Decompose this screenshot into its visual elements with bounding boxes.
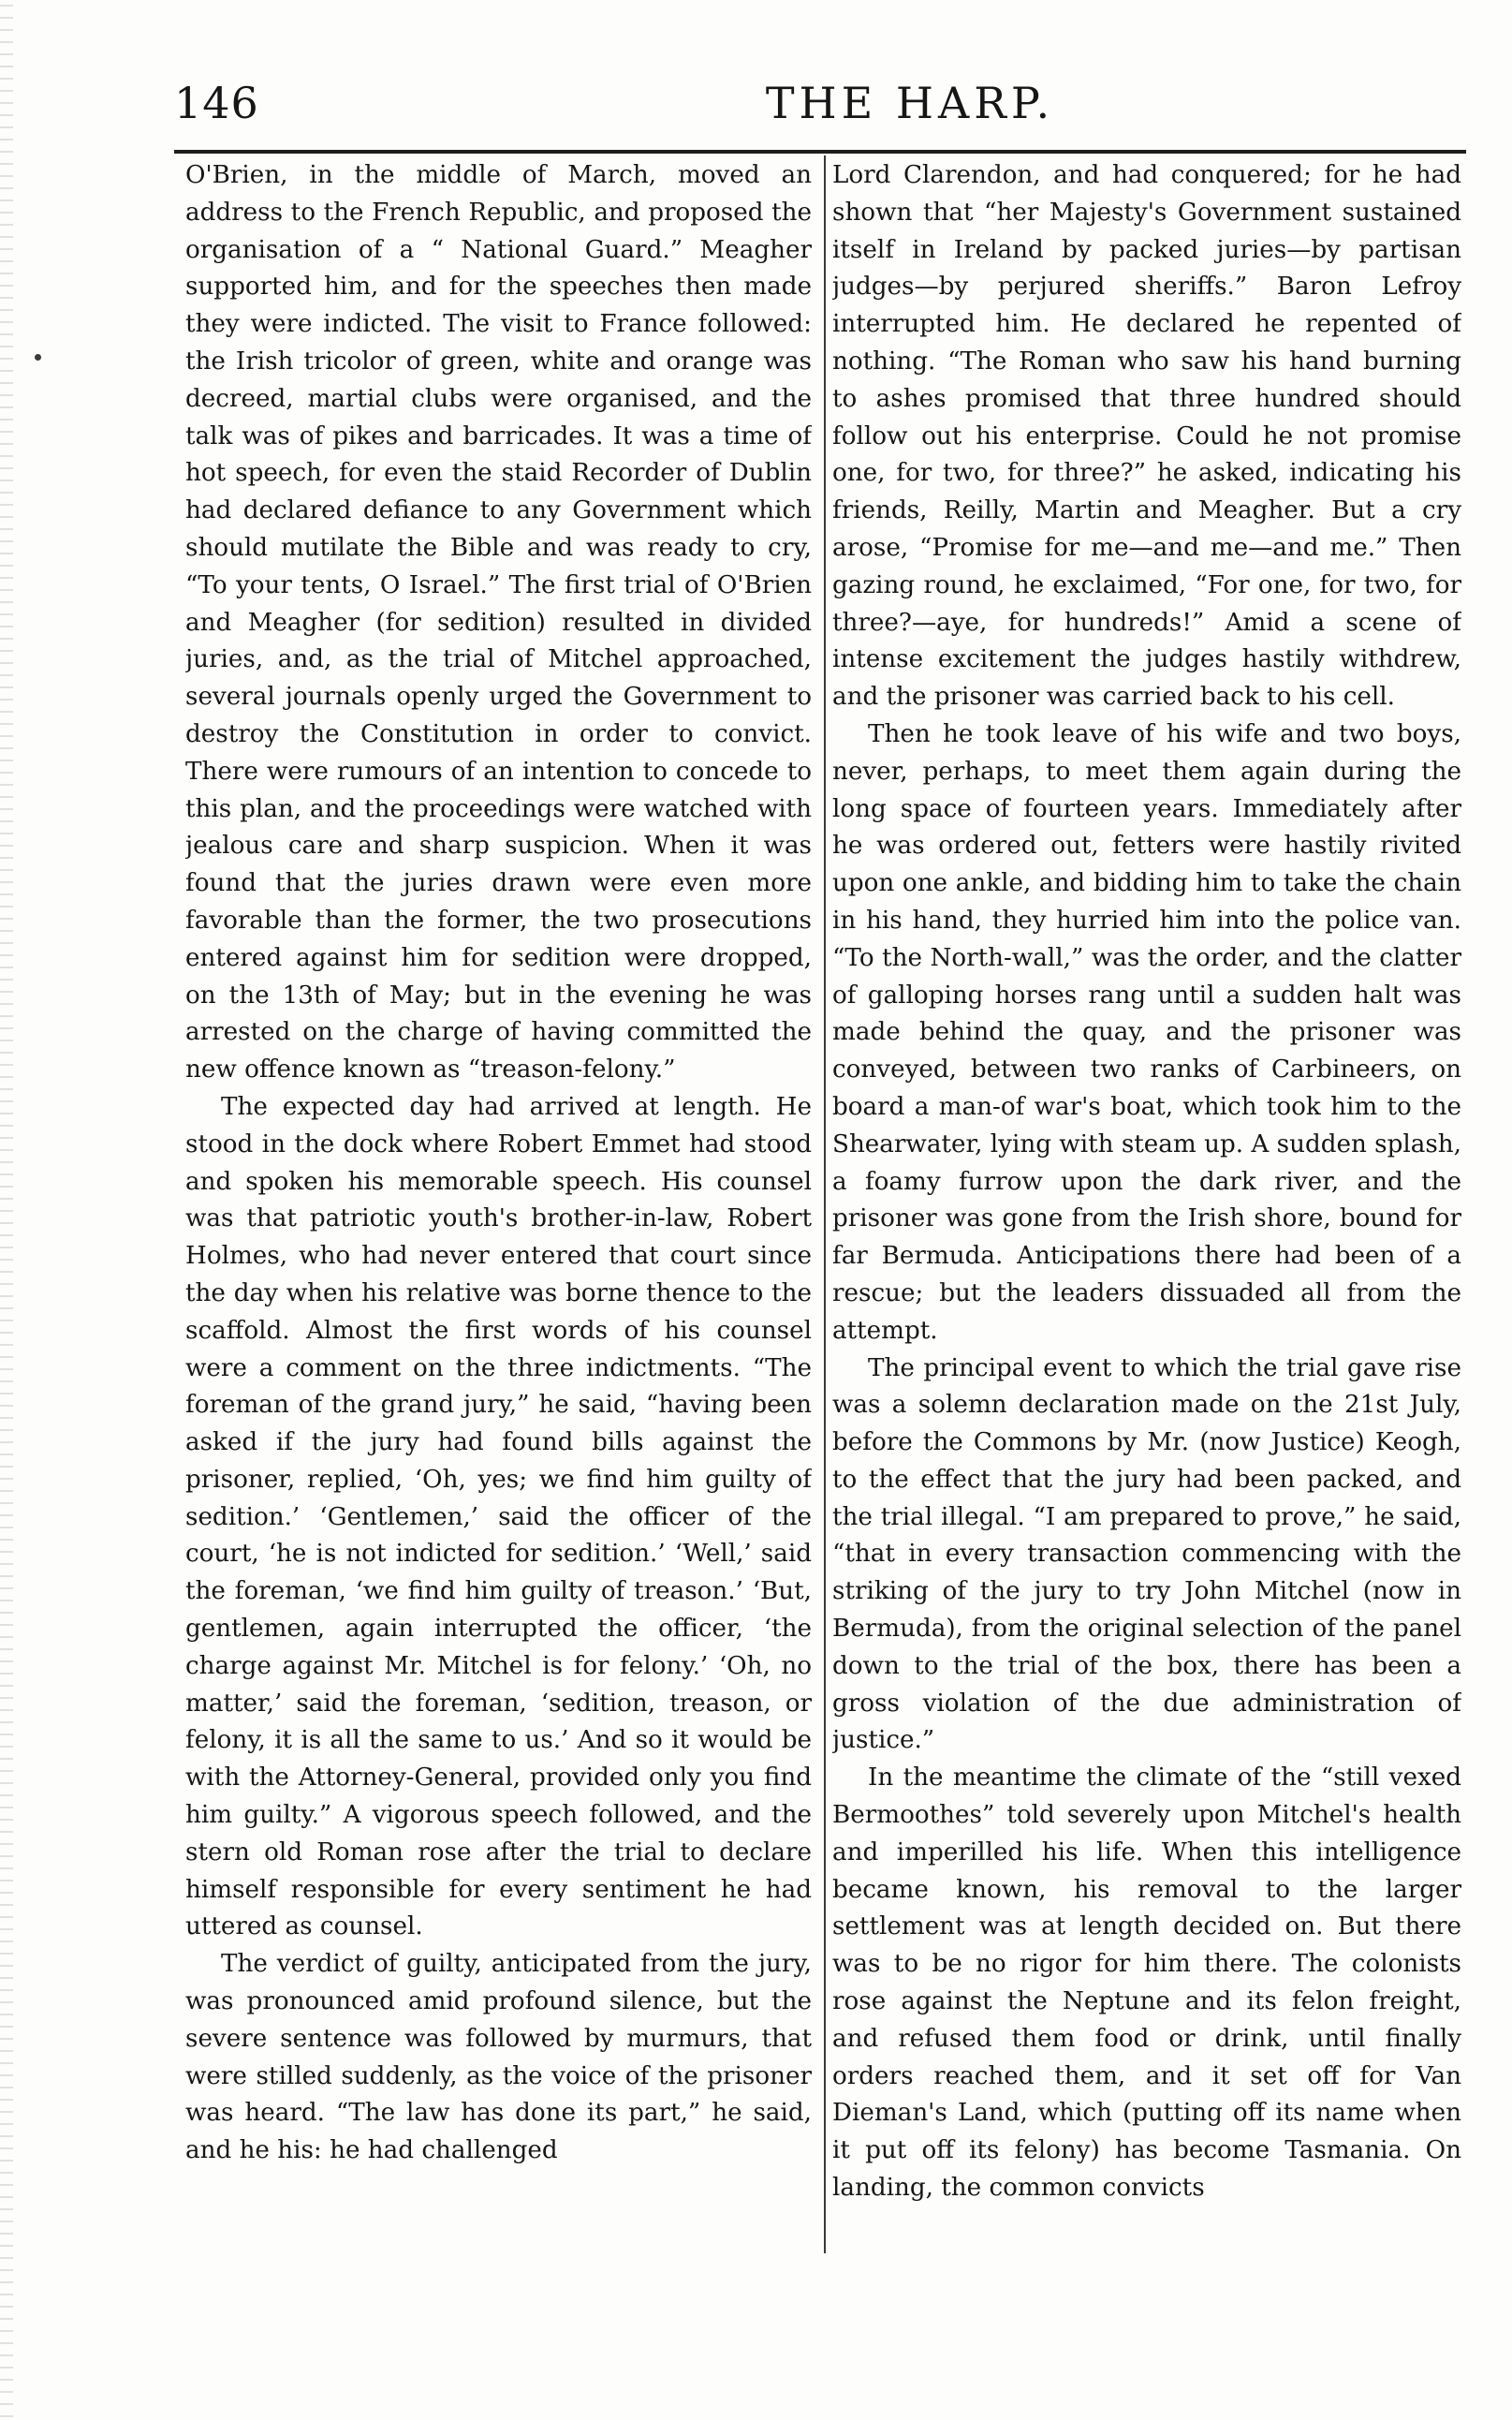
left-paragraph-3: The verdict of guilty, anticipated from the jury, was pronounced amid profound silence, but the severe sentence was followed by murmurs, that were stilled suddenly, as the voice of the prisoner was heard. “The law has done its part,” he said, and he his: he had challenged <box>185 1950 812 2165</box>
right-column <box>832 157 1461 2251</box>
right-paragraph-3: The principal event to which the trial gave rise was a solemn declaration made on the 21st July, before the Commons by Mr. (now Justice) Keogh, to the effect that the jury had been packed, and the trial illegal. “I am prepared to prove,” he said, “that in every transaction commencing with the striking of the jury to try John Mitchel (now in Bermuda), from the original selection of the panel down to the trial of the box, there has been a gross violation of the due administration of justice.” <box>832 1353 1461 1755</box>
left-paragraph-1: O'Brien, in the middle of March, moved an address to the French Republic, and proposed the organisation of a “ National Guard.” Meagher supported him, and for the speeches then made they were indicted. The visit to France followed: the Irish tricolor of green, white and orange was decreed, martial clubs were organised, and the talk was of pikes and barricades. It was a time of hot speech, for even the staid Recorder of Dublin had declared defiance to any Government which should mutilate the Bible and was ready to cry, “To your tents, O Israel.” The first trial of O'Brien and Meagher (for sedition) resulted in divided juries, and, as the trial of Mitchel approached, several journals openly urged the Government to destroy the Constitution in order to convict. There were rumours of an intention to concede to this plan, and the proceedings were watched with jealous care and sharp suspicion. When it was found that the juries drawn were even more favorable than the former, the two prosecutions entered against him for sedition were dropped, on the 13th of May; but in the evening he was arrested on the charge of having committed the new offence known as “treason-felony.” <box>185 161 812 1085</box>
ink-speck <box>35 354 41 361</box>
left-column <box>185 157 812 2251</box>
left-paragraph-2: The expected day had arrived at length. He stood in the dock where Robert Emmet had stood and spoken his memorable speech. His counsel was that patriotic youth's brother-in-law, Robert Holmes, who had never entered that court since the day when his relative was borne thence to the scaffold. Almost the first words of his counsel were a comment on the three indictments. “The foreman of the grand jury,” he said, “having been asked if the jury had found bills against the prisoner, replied, ‘Oh, yes; we find him guilty of sedition.’ ‘Gentlemen,’ said the officer of the court, ‘he is not indicted for sedition.’ ‘Well,’ said the foreman, ‘we find him guilty of treason.’ ‘But, gentlemen, again interrupted the officer, ‘the charge against Mr. Mitchel is for felony.’ ‘Oh, no matter,’ said the foreman, ‘sedition, treason, or felony, it is all the same to us.’ And so it would be with the Attorney-General, provided only you find him guilty.” A vigorous speech followed, and the stern old Roman rose after the trial to declare himself responsible for every sentiment he had uttered as counsel. <box>185 1092 812 1941</box>
binding-edge <box>0 0 13 2420</box>
right-paragraph-2: Then he took leave of his wife and two boys, never, perhaps, to meet them again during the long space of fourteen years. Immediately after he was ordered out, fetters were hastily rivited upon one ankle, and bidding him to take the chain in his hand, they hurried him into the police van. “To the North-wall,” was the order, and the clatter of galloping horses rang until a sudden halt was made behind the quay, and the prisoner was conveyed, between two ranks of Carbineers, on board a man-of war's boat, which took him to the Shearwater, lying with steam up. A sudden splash, a foamy furrow upon the dark river, and the prisoner was gone from the Irish shore, bound for far Bermuda. Anticipations there had been of a rescue; but the leaders dissuaded all from the attempt. <box>832 719 1461 1345</box>
page-header <box>174 75 1466 150</box>
right-paragraph-4: In the meantime the climate of the “still vexed Bermoothes” told severely upon Mitchel's health and imperilled his life. When this intelligence became known, his removal to the larger settlement was at length decided on. But there was to be no rigor for him there. The colonists rose against the Neptune and its felon freight, and refused them food or drink, until finally orders reached them, and it set off for Van Dieman's Land, which (putting off its name when it put off its felony) has become Tasmania. On landing, the common convicts <box>832 1763 1461 2203</box>
right-paragraph-1: Lord Clarendon, and had conquered; for he had shown that “her Majesty's Government sustained itself in Ireland by packed juries—by partisan judges—by perjured sheriffs.” Baron Lefroy interrupted him. He declared he repented of nothing. “The Roman who saw his hand burning to ashes promised that three hundred should follow out his enterprise. Could he not promise one, for two, for three?” he asked, indicating his friends, Reilly, Martin and Meagher. But a cry arose, “Promise for me—and me—and me.” Then gazing round, he exclaimed, “For one, for two, for three?—aye, for hundreds!” Amid a scene of intense excitement the judges hastily withdrew, and the prisoner was carried back to his cell. <box>832 161 1461 712</box>
publication-title: THE HARP. <box>765 78 1055 128</box>
column-divider <box>824 155 826 2253</box>
header-rule <box>174 150 1466 154</box>
page-number: 146 <box>174 78 259 128</box>
